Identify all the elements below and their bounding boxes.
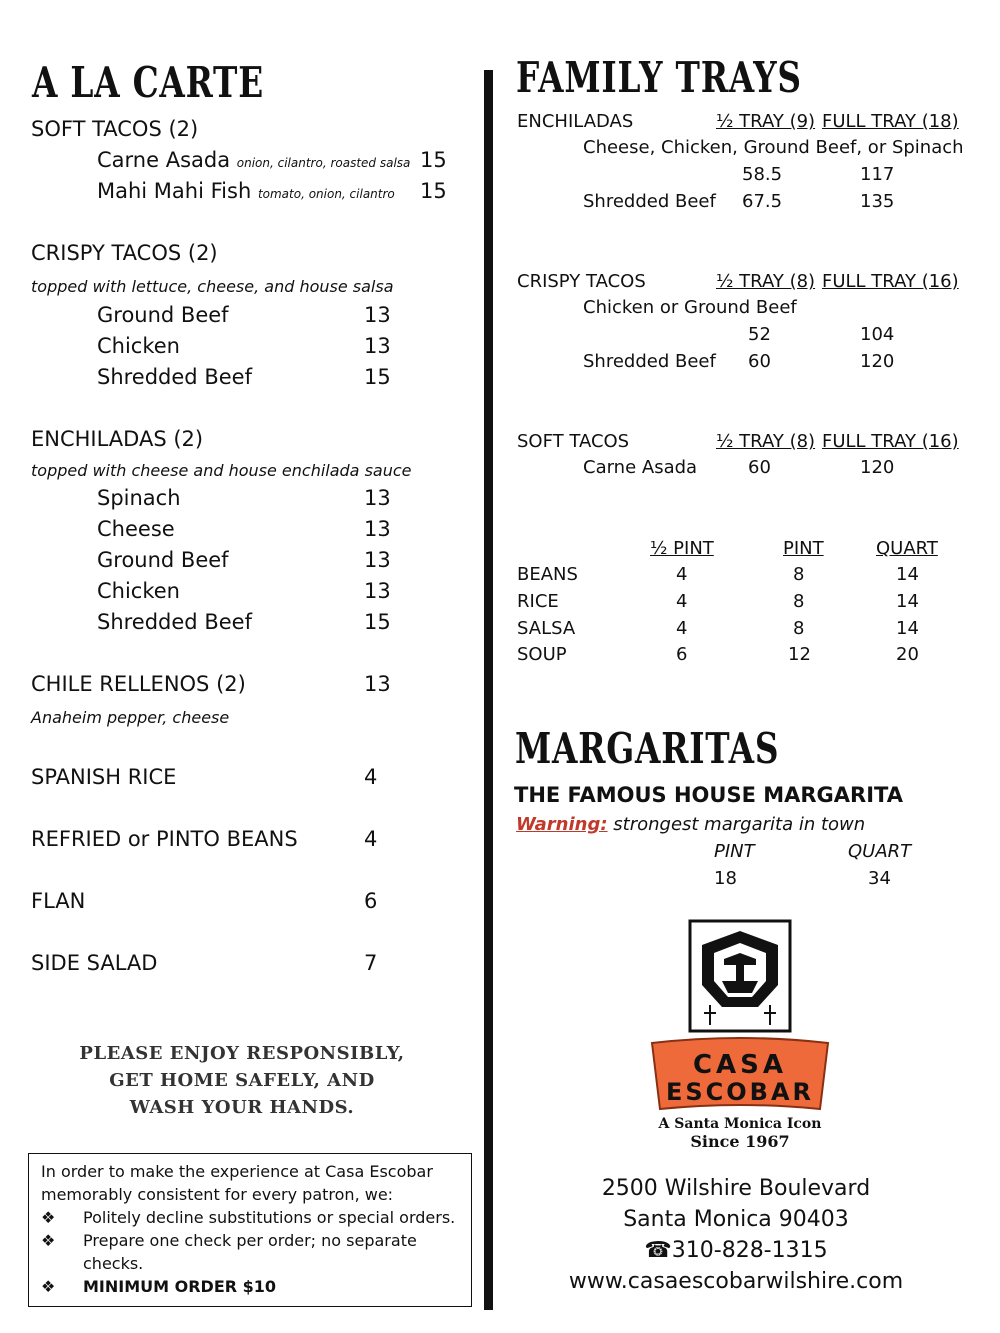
side-item: REFRIED or PINTO BEANS — [31, 827, 298, 851]
sides-price: 14 — [896, 564, 919, 585]
item-price: 15 — [420, 179, 447, 203]
sides-row-name: SOUP — [517, 644, 567, 665]
item-price: 13 — [364, 334, 391, 358]
half-tray-header: ½ TRAY (9) — [716, 111, 816, 132]
tray-option: Chicken or Ground Beef — [583, 297, 797, 318]
item-name: Ground Beef — [97, 548, 229, 572]
sides-price: 14 — [896, 591, 919, 612]
logo-line1: CASA — [692, 1050, 788, 1080]
sides-col-header: ½ PINT — [650, 538, 714, 559]
half-tray-header: ½ TRAY (8) — [716, 271, 816, 292]
sides-row-name: BEANS — [517, 564, 578, 585]
enchiladas-heading: ENCHILADAS (2) — [31, 427, 204, 451]
tray-price: 104 — [860, 324, 895, 345]
side-item: FLAN — [31, 889, 86, 913]
tray-price: 120 — [860, 457, 895, 478]
full-tray-header: FULL TRAY (16) — [822, 271, 959, 292]
enjoy-line: WASH YOUR HANDS. — [129, 1097, 355, 1118]
tray-price: 60 — [748, 457, 771, 478]
enjoy-line: GET HOME SAFELY, AND — [109, 1070, 375, 1091]
margaritas-title: MARGARITAS — [515, 724, 780, 773]
full-tray-header: FULL TRAY (16) — [822, 431, 959, 452]
tray-price: 58.5 — [742, 164, 783, 185]
tray-option: Cheese, Chicken, Ground Beef, or Spinach — [583, 137, 964, 158]
item-name: Chicken — [97, 334, 180, 358]
pint-price: 18 — [714, 868, 737, 889]
sides-price: 6 — [676, 644, 688, 665]
column-divider — [484, 70, 493, 1310]
sides-price: 4 — [676, 618, 688, 639]
item-name: Ground Beef — [97, 303, 229, 327]
item-name: Shredded Beef — [97, 365, 252, 389]
menu-item — [97, 179, 395, 203]
tray-price: 67.5 — [742, 191, 783, 212]
policy-box — [28, 1153, 472, 1307]
enchiladas-note: topped with cheese and house enchilada sauce — [31, 461, 412, 480]
item-name: Spinach — [97, 486, 181, 510]
item-price: 7 — [364, 951, 378, 975]
policy-item — [41, 1206, 459, 1229]
policy-item — [41, 1275, 459, 1298]
tray-option: Shredded Beef — [583, 191, 716, 212]
quart-header: QUART — [848, 841, 912, 862]
full-tray-header: FULL TRAY (18) — [822, 111, 959, 132]
chile-rellenos-heading: CHILE RELLENOS (2) — [31, 672, 246, 696]
tray-heading: ENCHILADAS — [517, 111, 634, 132]
item-price: 13 — [364, 486, 391, 510]
tray-price: 52 — [748, 324, 771, 345]
policy-text: Prepare one check per order; no separate checks. — [83, 1231, 417, 1273]
item-name: Shredded Beef — [97, 610, 252, 634]
item-name: Carne Asada — [97, 148, 231, 172]
item-price: 13 — [364, 517, 391, 541]
item-price: 13 — [364, 548, 391, 572]
enjoy-line: PLEASE ENJOY RESPONSIBLY, — [79, 1043, 405, 1064]
sides-price: 8 — [793, 618, 805, 639]
menu-item — [97, 148, 410, 172]
item-price: 4 — [364, 827, 378, 851]
sides-row-name: RICE — [517, 591, 559, 612]
logo-since: Since 1967 — [690, 1132, 790, 1151]
bullet-icon: ❖ — [41, 1231, 56, 1250]
item-desc: tomato, onion, cilantro — [257, 187, 395, 201]
crispy-tacos-heading: CRISPY TACOS (2) — [31, 241, 218, 265]
item-price: 4 — [364, 765, 378, 789]
bullet-icon: ❖ — [41, 1277, 56, 1296]
street-address: 2500 Wilshire Boulevard — [601, 1176, 871, 1201]
phone-icon: ☎ — [644, 1238, 672, 1263]
warning-label: Warning: — [516, 814, 608, 835]
phone-line — [566, 1235, 906, 1266]
tray-price: 135 — [860, 191, 895, 212]
sides-price: 12 — [788, 644, 811, 665]
item-price: 13 — [364, 303, 391, 327]
tray-heading: CRISPY TACOS — [517, 271, 646, 292]
item-price: 13 — [364, 579, 391, 603]
policy-text: MINIMUM ORDER $10 — [83, 1277, 277, 1296]
sides-price: 4 — [676, 591, 688, 612]
tray-price: 60 — [748, 351, 771, 372]
phone-number[interactable]: 310-828-1315 — [671, 1238, 828, 1263]
tray-price: 120 — [860, 351, 895, 372]
sides-price: 14 — [896, 618, 919, 639]
policy-text: Politely decline substitutions or special orders. — [83, 1208, 456, 1227]
chile-rellenos-note: Anaheim pepper, cheese — [31, 708, 230, 727]
tray-option: Carne Asada — [583, 457, 698, 478]
half-tray-header: ½ TRAY (8) — [716, 431, 816, 452]
tray-heading: SOFT TACOS — [517, 431, 630, 452]
item-desc: onion, cilantro, roasted salsa — [236, 156, 411, 170]
item-name: Cheese — [97, 517, 175, 541]
city-address: Santa Monica 90403 — [623, 1207, 849, 1232]
sides-col-header: QUART — [876, 538, 938, 559]
item-price: 13 — [364, 672, 391, 696]
casa-escobar-logo — [640, 915, 840, 1160]
side-item: SPANISH RICE — [31, 765, 177, 789]
address-block — [566, 1173, 906, 1297]
house-margarita-heading: THE FAMOUS HOUSE MARGARITA — [514, 783, 903, 807]
a-la-carte-title: A LA CARTE — [32, 58, 264, 107]
warning-line — [516, 814, 865, 835]
item-price: 15 — [364, 610, 391, 634]
item-price: 15 — [420, 148, 447, 172]
sides-price: 8 — [793, 564, 805, 585]
bullet-icon: ❖ — [41, 1208, 56, 1227]
sides-price: 20 — [896, 644, 919, 665]
tray-option: Shredded Beef — [583, 351, 716, 372]
sides-row-name: SALSA — [517, 618, 576, 639]
logo-tagline: A Santa Monica Icon — [658, 1116, 822, 1132]
policy-intro: In order to make the experience at Casa Escobar memorably consistent for every patron, we: — [41, 1162, 433, 1204]
soft-tacos-heading: SOFT TACOS (2) — [31, 117, 199, 141]
sides-price: 4 — [676, 564, 688, 585]
crispy-tacos-note: topped with lettuce, cheese, and house salsa — [31, 277, 394, 296]
quart-price: 34 — [868, 868, 891, 889]
item-price: 6 — [364, 889, 378, 913]
sides-col-header: PINT — [783, 538, 824, 559]
item-price: 15 — [364, 365, 391, 389]
family-trays-title: FAMILY TRAYS — [516, 53, 802, 102]
masked-wrestler-icon — [690, 921, 790, 1031]
sides-price: 8 — [793, 591, 805, 612]
item-name: Chicken — [97, 579, 180, 603]
logo-line2: ESCOBAR — [665, 1078, 815, 1106]
side-item: SIDE SALAD — [31, 951, 158, 975]
website-link[interactable]: www.casaescobarwilshire.com — [568, 1269, 904, 1294]
policy-item — [41, 1229, 459, 1275]
pint-header: PINT — [714, 841, 755, 862]
warning-text: strongest margarita in town — [607, 814, 866, 835]
enjoy-responsibly-notice — [42, 1040, 442, 1121]
item-name: Mahi Mahi Fish — [97, 179, 252, 203]
tray-price: 117 — [860, 164, 895, 185]
